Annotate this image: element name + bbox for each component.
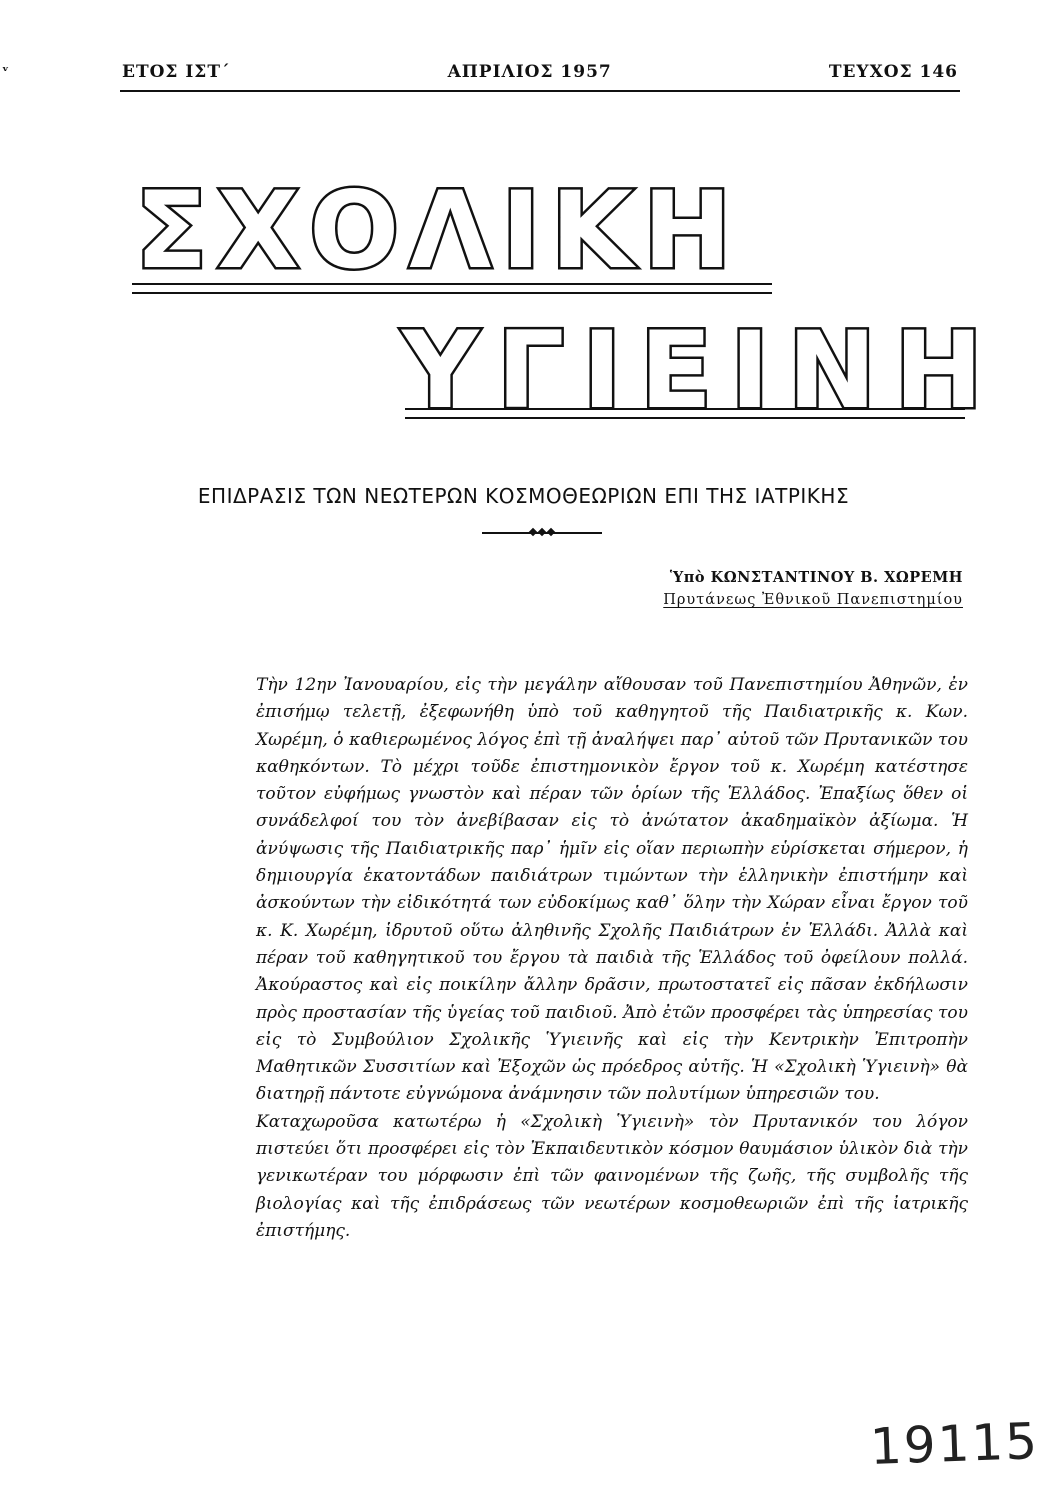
- handwritten-number: 19115: [869, 1412, 1041, 1476]
- body-paragraph: Τὴν 12ην Ἰανουαρίου, εἰς τὴν μεγάλην αἴθουσαν τοῦ Πανεπιστημίου Ἀθηνῶν, ἐν ἐπισήμῳ τελετῇ, ἐξεφωνήθη ὑπὸ τοῦ καθηγητοῦ τῆς Παιδιατρικῆς κ. Κων. Χωρέμη, ὁ καθιερωμένος λόγος ἐπὶ τῇ ἀναλήψει παρ᾽ αὐτοῦ τῶν Πρυτανικῶν του καθηκόντων. Τὸ μέχρι τοῦδε ἐπιστημονικὸν ἔργον τοῦ κ. Χωρέμη κατέστησε τοῦτον εὐφήμως γνωστὸν καὶ πέραν τῶν ὁρίων τῆς Ἑλλάδος. Ἐπαξίως ὅθεν οἱ συνάδελφοί του τὸν ἀνεβίβασαν εἰς τὸ ἀνώτατον ἀκαδημαϊκὸν ἀξίωμα. Ἡ ἀνύψωσις τῆς Παιδιατρικῆς παρ᾽ ἡμῖν εἰς οἵαν περιωπὴν εὑρίσκεται σήμερον, ἡ δημιουργία ἑκατοντάδων παιδιάτρων τιμώντων τὴν ἑλληνικὴν ἐπιστήμην καὶ ἀσκούντων τὴν εἰδικότητά των εὐδοκίμως καθ᾽ ὅλην τὴν Χώραν εἶναι ἔργον τοῦ κ. Κ. Χωρέμη, ἱδρυτοῦ οὕτω ἀληθινῆς Σχολῆς Παιδιάτρων ἐν Ἑλλάδι. Ἀλλὰ καὶ πέραν τοῦ καθηγητικοῦ του ἔργου τὰ παιδιὰ τῆς Ἑλλάδος τοῦ ὀφείλουν πολλά. Ἀκούραστος καὶ εἰς ποικίλην ἄλλην δρᾶσιν, πρωτοστατεῖ εἰς πᾶσαν ἐκδήλωσιν πρὸς προστασίαν τῆς ὑγείας τοῦ παιδιοῦ. Ἀπὸ ἐτῶν προσφέρει τὰς ὑπηρεσίας του εἰς τὸ Συμβούλιον Σχολικῆς Ὑγιεινῆς καὶ εἰς τὴν Κεντρικὴν Ἐπιτροπὴν Μαθητικῶν Συσσιτίων καὶ Ἐξοχῶν ὡς πρόεδρος αὐτῆς. Ἡ «Σχολικὴ Ὑγιεινὴ» θὰ διατηρῇ πάντοτε εὐγνώμονα ἀνάμνησιν τῶν πολυτίμων ὑπηρεσιῶν του.: [256, 675, 968, 1105]
- issue-header: [122, 62, 958, 82]
- issue-number: ΤΕΥΧΟΣ 146: [828, 62, 958, 82]
- masthead-line-2: ΥΓΙΕΙΝΗ: [402, 309, 1002, 432]
- author-name: Ὑπὸ ΚΩΝΣΤΑΝΤΙΝΟΥ Β. ΧΩΡΕΜΗ: [669, 569, 963, 586]
- article-body: [256, 672, 968, 1245]
- volume-year: ΕΤΟΣ ΙΣΤ΄: [122, 62, 231, 82]
- masthead-rule-2: [405, 408, 965, 419]
- edge-mark: ᵛ: [2, 64, 9, 80]
- title-ornament: [482, 528, 602, 538]
- header-rule: [120, 90, 960, 92]
- author-block: [663, 566, 963, 612]
- masthead-line-1: ΣΧΟΛΙΚΗ: [135, 169, 742, 292]
- issue-date: ΑΠΡΙΛΙΟΣ 1957: [447, 62, 612, 82]
- author-role: Πρυτάνεως Ἐθνικοῦ Πανεπιστημίου: [663, 592, 963, 608]
- article-title: ΕΠΙΔΡΑΣΙΣ ΤΩΝ ΝΕΩΤΕΡΩΝ ΚΟΣΜΟΘΕΩΡΙΩΝ ΕΠΙ ΤΗΣ ΙΑΤΡΙΚΗΣ: [197, 484, 850, 508]
- body-paragraph: Καταχωροῦσα κατωτέρω ἡ «Σχολικὴ Ὑγιεινὴ» τὸν Πρυτανικόν του λόγον πιστεύει ὅτι προσφέρει εἰς τὸν Ἐκπαιδευτικὸν κόσμον θαυμάσιον ὑλικὸν διὰ τὴν γενικωτέραν του μόρφωσιν ἐπὶ τῶν φαινομένων τῆς ζωῆς, τῆς συμβολῆς τῆς βιολογίας καὶ τῆς ἐπιδράσεως τῶν νεωτέρων κοσμοθεωριῶν ἐπὶ τῆς ἰατρικῆς ἐπιστήμης.: [256, 1111, 968, 1241]
- masthead-rule-1: [132, 283, 772, 294]
